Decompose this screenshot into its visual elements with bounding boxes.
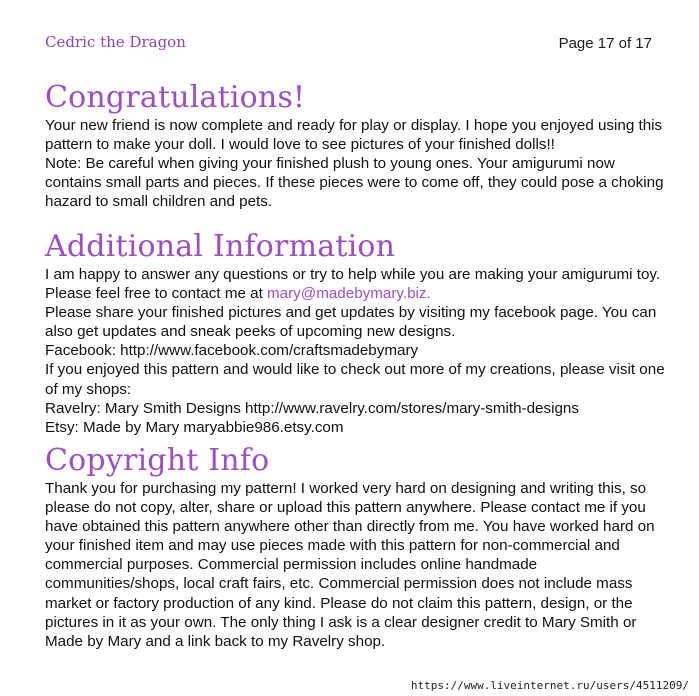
share-paragraph: Please share your finished pictures and get updates by visiting my facebook page. You can also get updates and sneak peeks of upcoming new designs. xyxy=(45,304,657,341)
congratulations-paragraph: Your new friend is now complete and ready for play or display. I hope you enjoyed using this pattern to make your doll. I would love to see pictures of your finished dolls!! xyxy=(45,117,663,154)
ravelry-line: Ravelry: Mary Smith Designs http://www.ravelry.com/stores/mary-smith-designs xyxy=(45,399,579,417)
contact-paragraph xyxy=(45,265,665,303)
additional-information-heading: Additional Information xyxy=(45,229,396,264)
page-number: Page 17 of 17 xyxy=(558,35,652,52)
source-watermark: https://www.liveinternet.ru/users/4511209/ xyxy=(410,679,689,692)
etsy-line: Etsy: Made by Mary maryabbie986.etsy.com xyxy=(45,418,344,436)
safety-note: Note: Be careful when giving your finished plush to young ones. Your amigurumi now contains small parts and pieces. If these pieces were to come off, they could pose a choking hazard to small children and pets. xyxy=(45,155,664,211)
copyright-heading: Copyright Info xyxy=(45,443,270,478)
contact-email-link[interactable]: mary@madebymary.biz. xyxy=(267,285,431,303)
congratulations-section xyxy=(45,80,665,211)
congratulations-heading: Congratulations! xyxy=(45,80,306,115)
shops-paragraph: If you enjoyed this pattern and would like to check out more of my creations, please visit one of my shops: xyxy=(45,361,665,398)
copyright-section xyxy=(45,443,665,651)
facebook-line: Facebook: http://www.facebook.com/craftsmadebymary xyxy=(45,342,419,360)
copyright-paragraph: Thank you for purchasing my pattern! I worked very hard on designing and writing this, so please do not copy, alter, share or upload this pattern anywhere. Please contact me if you have obtained this pattern anywhere other than directly from me. You have worked hard on your finished item and may use pieces made with this pattern for non-commercial and commercial purposes. Commercial permission includes online handmade communities/shops, local craft fairs, etc. Commercial permission does not include mass market or factory production of any kind. Please do not claim this pattern, design, or the pictures in it as your own. The only thing I ask is a clear designer credit to Mary Smith or Made by Mary and a link back to my Ravelry shop. xyxy=(45,480,655,650)
contact-text: I am happy to answer any questions or try to help while you are making your amigurumi toy. Please feel free to contact me at xyxy=(45,266,661,303)
running-title: Cedric the Dragon xyxy=(45,33,186,51)
additional-information-section xyxy=(45,229,665,437)
